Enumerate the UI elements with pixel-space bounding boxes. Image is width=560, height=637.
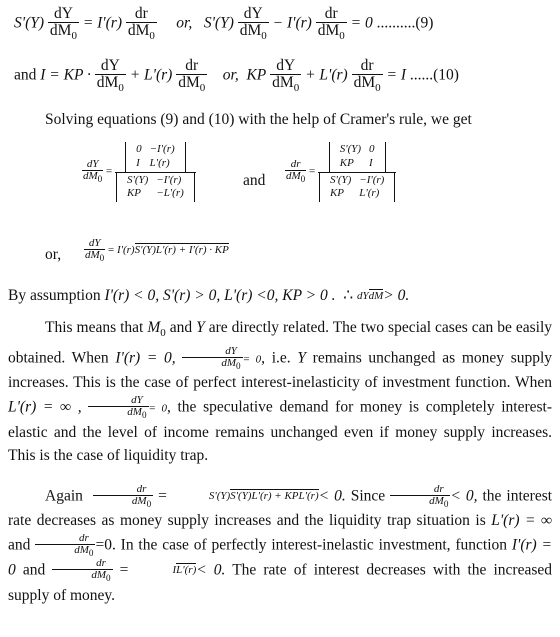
equation-9: S'(Y) $\frac{dY}{dM_0}$ = I'(r) $\frac{dr}{dM_0}$ or, S'(Y) $\frac{dY}{dM_0}$ − I'(r) $\frac{dr}{dM_0}$ = 0 ..........(9) — [14, 5, 434, 42]
paragraph-again: Again $\frac{dr}{dM_0}$ = S'(Y)S'(Y)L'(r) + KPL'(r)< 0. Since $\frac{dr}{dM_0}$ < 0, the interest rate decreases as money supply increases and the liquidity trap situation is L'(r) = ∞ and $\frac{dr}{dM_0}$ =0. In the case of perfectly interest-inelastic investment, function I'(r) = 0 and $\frac{dr}{dM_0}$ = IL'(r)< 0. The rate of interest decreases with the increased supply of money. — [8, 483, 553, 604]
and-word: and — [243, 172, 266, 189]
result-fraction: $\frac{dY}{dM_0}$ = I'(r)S'(Y)L'(r) + I'(r) · KP — [85, 237, 229, 264]
or-label: or, — [45, 246, 62, 263]
solving-text: Solving equations (9) and (10) with the help of Cramer's rule, we get — [45, 111, 472, 128]
equation-number-10: ......(10) — [409, 66, 459, 84]
paragraph-direct-relation: This means that $M_0$ and Y are directly related. The two special cases can be easily obtained. When I'(r) = 0, $\frac{dY}{dM_0}$ = 0, i.e. Y remains unchanged as money supply increases. This is the case of perfect interest-inelasticity of investment function. When L'(r) = ∞ , $\frac{dY}{dM_0}$ = 0, the speculative demand for money is completely interest-elastic and the level of income remains unchanged even if money supply increases. This is the case of liquidity trap. — [8, 319, 553, 465]
equation-number-9: ..........(9) — [376, 14, 434, 32]
equation-10: and I = KP · $\frac{dY}{dM_0}$ + L'(r) $\frac{dr}{dM_0}$ or, KP $\frac{dY}{dM_0}$ + L'(r) $\frac{dr}{dM_0}$ = I ......(10) — [14, 57, 459, 94]
determinant-dr: $\frac{dr}{dM_0}$ = S'(Y) 0 KP I S'(Y) −I'(r) KP L'(r) — [285, 142, 396, 202]
determinant-dy: $\frac{dY}{dM_0}$ = 0 −I'(r) I L'(r) S'(Y) −I'(r) KP −L'(r) — [82, 142, 196, 202]
assumption-line: By assumption I'(r) < 0, S'(r) > 0, L'(r) <0, KP > 0 . ∴ dYdM> 0. — [8, 287, 410, 304]
